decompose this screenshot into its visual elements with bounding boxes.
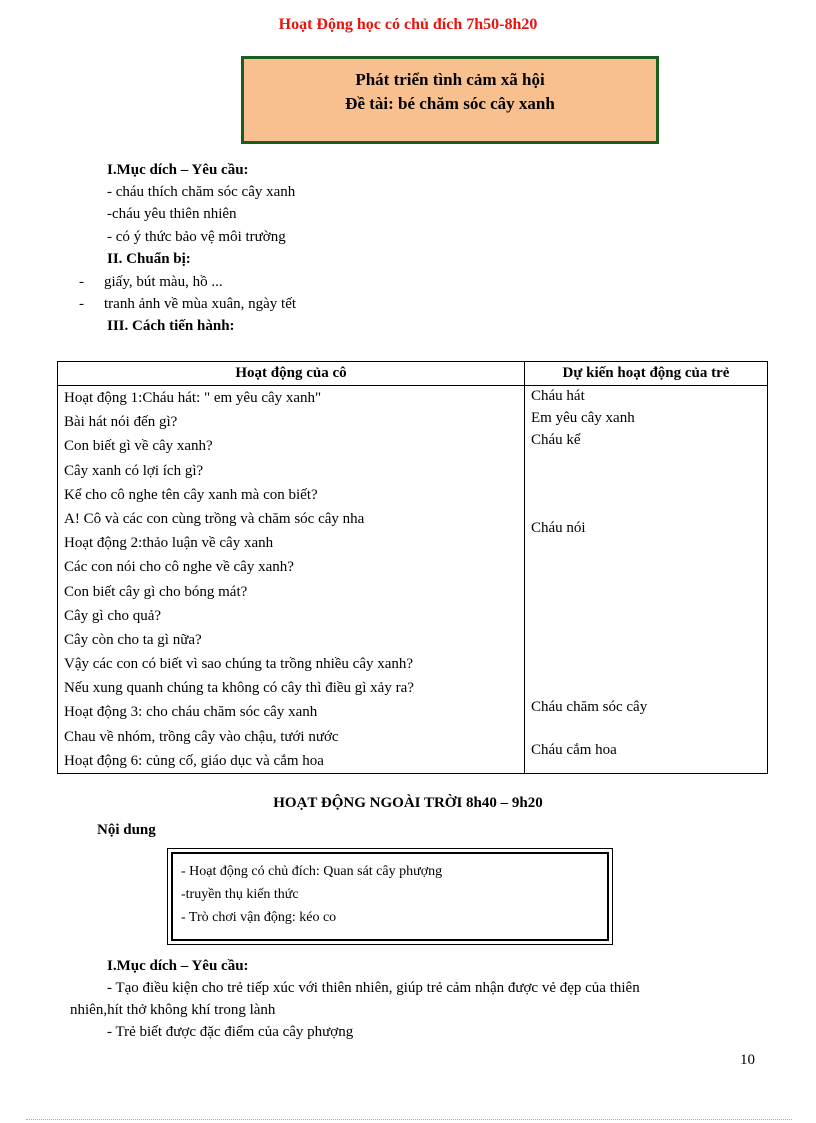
teacher-line: Con biết cây gì cho bóng mát? [64,583,248,600]
teacher-line: Cây xanh có lợi ích gì? [64,462,204,479]
part3-heading: III. Cách tiến hành: [107,318,235,334]
activity-table [57,361,768,774]
teacher-line: Bài hát nói đến gì? [64,414,178,431]
teacher-line: Hoạt động 2:thảo luận về cây xanh [64,535,274,552]
page-number: 10 [740,1052,755,1068]
content-box-item: - Trò chơi vận động: kéo co [181,910,337,925]
teacher-line: A! Cô và các con cùng trồng và chăm sóc cây nha [64,510,365,527]
section2-title: HOẠT ĐỘNG NGOÀI TRỜI 8h40 – 9h20 [273,795,543,811]
content-box-item: -truyền thụ kiến thức [181,887,299,902]
teacher-line: Chau về nhóm, trồng cây vào chậu, tưới nước [64,728,339,745]
part1-item: - cháu thích chăm sóc cây xanh [107,184,296,200]
teacher-lines [58,386,524,773]
content-box [167,848,613,945]
teacher-line: Cây gì cho quả? [64,607,162,624]
child-activities-cell [525,386,768,774]
section2-para1-line1: - Tạo điều kiện cho trẻ tiếp xúc với thiên nhiên, giúp trẻ cảm nhận được vẻ đẹp của thiên [107,980,640,996]
table-header-child: Dự kiến hoạt động của trẻ [525,362,768,386]
child-entry: Cháu nói [531,520,586,536]
part1-heading: I.Mục dích – Yêu cầu: [107,162,249,178]
part1-item: -cháu yêu thiên nhiên [107,206,237,222]
part2-bullet: - [79,296,84,312]
teacher-line: Kể cho cô nghe tên cây xanh mà con biết? [64,486,318,503]
teacher-line: Vậy các con có biết vì sao chúng ta trồng nhiều cây xanh? [64,656,414,673]
part2-heading: II. Chuẩn bị: [107,251,191,267]
section2-para1-line2: nhiên,hít thở không khí trong lành [70,1002,276,1018]
child-entry: Cháu hát [531,388,585,404]
content-box-item: - Hoạt động có chủ đích: Quan sát cây phượng [181,864,443,879]
part2-bullet: - [79,274,84,290]
teacher-line: Các con nói cho cô nghe về cây xanh? [64,559,294,576]
teacher-line: Cây còn cho ta gì nữa? [64,631,202,648]
child-entry: Cháu chăm sóc cây [531,699,648,715]
section2-label: Nội dung [97,822,156,838]
table-header-teacher: Hoạt động của cô [58,362,525,386]
part1-item: - có ý thức bảo vệ môi trường [107,229,286,245]
teacher-line: Con biết gì về cây xanh? [64,438,213,455]
child-entry: Em yêu cây xanh [531,410,635,426]
teacher-line: Nếu xung quanh chúng ta không có cây thì điều gì xảy ra? [64,680,414,697]
part2-item: tranh ảnh về mùa xuân, ngày tết [104,296,297,312]
page-header: Hoạt Động học có chủ đích 7h50-8h20 [278,16,538,33]
child-entry: Cháu kể [531,432,581,448]
part2-item: giấy, bút màu, hồ ... [104,274,223,290]
teacher-line: Hoạt động 1:Cháu hát: " em yêu cây xanh" [64,390,322,406]
teacher-line: Hoạt động 3: cho cháu chăm sóc cây xanh [64,704,318,721]
child-entry: Cháu cắm hoa [531,742,617,758]
teacher-line: Hoạt động 6: củng cố, giáo dục và cắm hoa [64,752,324,769]
title-line-2: Đề tài: bé chăm sóc cây xanh [345,94,555,113]
title-box [241,56,659,144]
section2-heading: I.Mục dích – Yêu cầu: [107,958,249,974]
section2-para2: - Trẻ biết được đặc điểm của cây phượng [107,1024,354,1040]
page-bottom-divider [26,1119,792,1120]
title-line-1: Phát triển tình cảm xã hội [355,70,545,89]
teacher-activities-cell [58,386,525,774]
